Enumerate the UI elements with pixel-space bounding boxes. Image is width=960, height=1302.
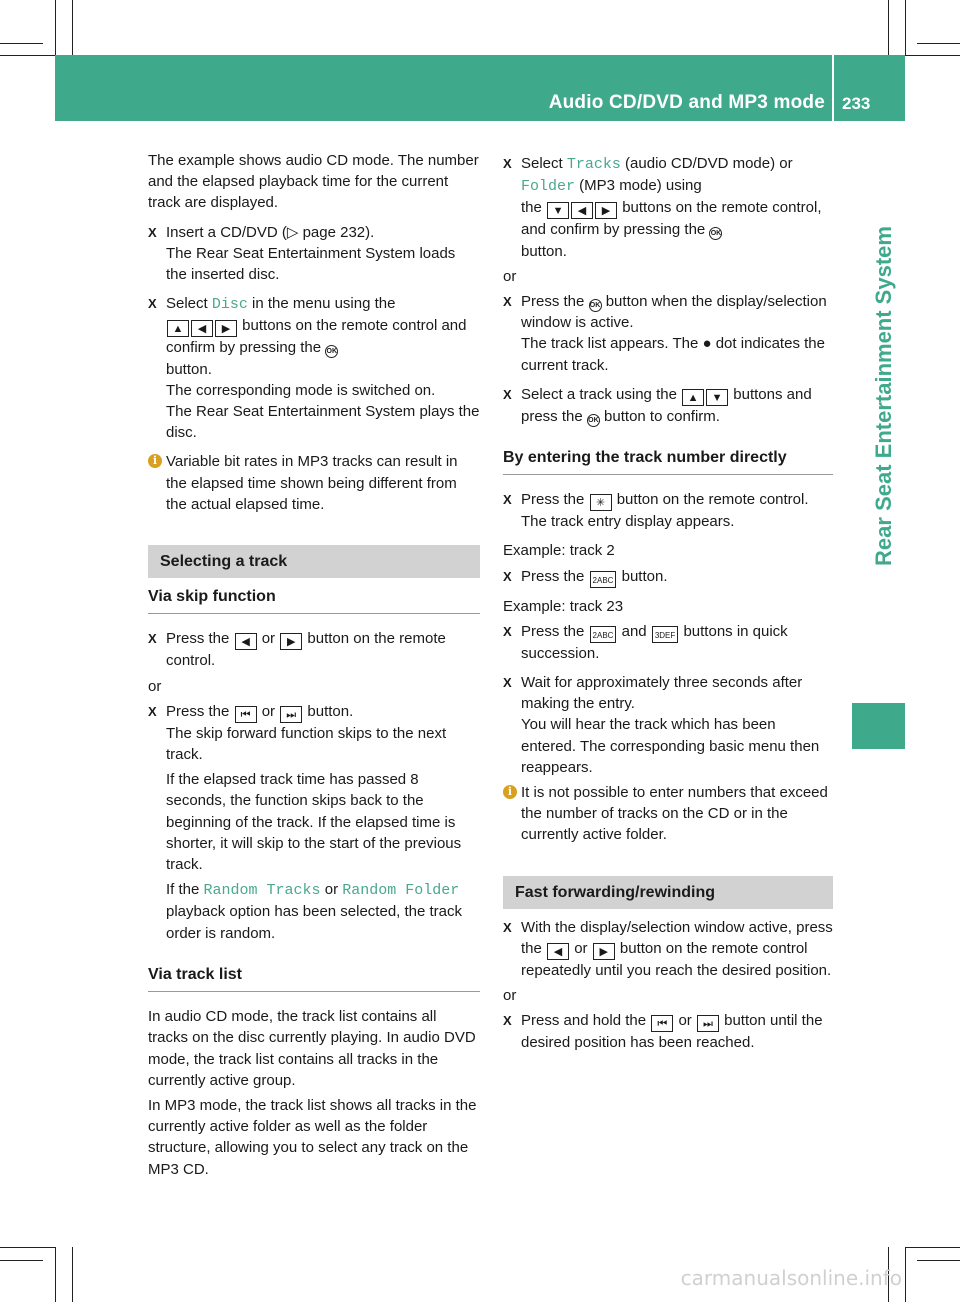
step-arrow-icon: X: [503, 675, 512, 691]
step-select-track: X Select a track using the ▲ ▼ buttons and press the OK button to confirm.: [503, 385, 812, 425]
left-key-icon: ◀: [191, 320, 213, 337]
crop-mark: [55, 1247, 56, 1302]
ok-button-icon: OK: [589, 299, 602, 312]
note-track-count: i It is not possible to enter numbers that exceed the number of tracks on the CD or in the currently active folder.: [503, 782, 833, 846]
step-press-ok: X Press the OK button when the display/selection window is active. The track list appears. The ● dot indicates the current track.: [503, 293, 827, 374]
step-arrow-icon: X: [503, 1013, 512, 1029]
prev-key-icon: ⏮: [235, 706, 257, 723]
intro-text: The example shows audio CD mode. The number and the elapsed playback time for the current track are displayed.: [148, 152, 479, 212]
step-ff-2: X Press and hold the ⏮ or ⏭ button until the desired position has been reached.: [503, 1012, 823, 1052]
crop-mark: [905, 1247, 960, 1248]
page-ref-icon: ▷: [286, 223, 299, 241]
or-text: or: [503, 987, 517, 1005]
bullet-dot-icon: ●: [702, 335, 712, 353]
right-key-icon: ▶: [280, 633, 302, 650]
step-arrow-icon: X: [503, 386, 512, 402]
crop-mark: [888, 0, 889, 55]
menu-item-folder: Folder: [521, 178, 576, 196]
step-arrow-icon: X: [148, 703, 157, 719]
crop-mark: [917, 43, 960, 44]
right-key-icon: ▶: [593, 943, 615, 960]
step-skip-1: X Press the ◀ or ▶ button on the remote control.: [148, 630, 446, 670]
crop-mark: [905, 1247, 906, 1302]
step-press-23: X Press the 2ABC and 3DEF buttons in quick succession.: [503, 622, 788, 662]
or-text: or: [148, 677, 162, 695]
step-press-star: X Press the ✳ button on the remote control. The track entry display appears.: [503, 491, 809, 531]
crop-mark: [72, 1247, 73, 1302]
step-arrow-icon: X: [503, 294, 512, 310]
up-key-icon: ▲: [167, 320, 189, 337]
subheading-track-list: Via track list: [148, 964, 480, 992]
right-key-icon: ▶: [215, 320, 237, 337]
column-left: [148, 150, 480, 1180]
right-key-icon: ▶: [595, 202, 617, 219]
subheading-skip: Via skip function: [148, 586, 480, 614]
section-heading-fast-forward: Fast forwarding/rewinding: [503, 876, 833, 909]
page-number: 233: [842, 94, 871, 113]
step-arrow-icon: X: [148, 224, 157, 240]
ok-button-icon: OK: [587, 414, 600, 427]
track-list-text-1: In audio CD mode, the track list contains all tracks on the disc currently playing. In audio DVD mode, the track list contains all tracks in the currently active group.: [148, 1008, 476, 1089]
two-key-icon: 2ABC: [590, 571, 617, 588]
menu-item-tracks: Tracks: [566, 156, 621, 173]
section-heading-selecting: Selecting a track: [148, 545, 480, 578]
column-right: [503, 153, 833, 1054]
side-tab-marker: [852, 703, 905, 749]
step-arrow-icon: X: [503, 492, 512, 508]
crop-mark: [0, 1260, 43, 1261]
watermark: carmanualsonline.info: [680, 1266, 902, 1290]
page-title: Audio CD/DVD and MP3 mode: [548, 92, 825, 113]
crop-mark: [72, 0, 73, 55]
crop-mark: [0, 43, 43, 44]
subheading-track-number: By entering the track number directly: [503, 447, 833, 475]
example-track-2: Example: track 2: [503, 542, 615, 560]
header-divider: [832, 55, 834, 121]
step-arrow-icon: X: [503, 623, 512, 639]
side-tab: [852, 121, 905, 671]
or-text: or: [503, 267, 517, 285]
next-key-icon: ⏭: [697, 1015, 719, 1032]
two-key-icon: 2ABC: [590, 626, 617, 643]
crop-mark: [55, 0, 56, 55]
star-key-icon: ✳: [590, 494, 612, 511]
up-key-icon: ▲: [682, 389, 704, 406]
option-random-tracks: Random Tracks: [203, 882, 321, 900]
step-skip-2: X Press the ⏮ or ⏭ button. The skip forward function skips to the next track. If the elapsed track time has passed 8 seconds, the function skips back to the beginning of the track. If the elapsed time is shorter, it will skip to the start of the previous track. If the Random Tracks or Random Folder playback option has been selected, the track order is random.: [148, 702, 463, 942]
crop-mark: [0, 1247, 55, 1248]
info-icon: i: [148, 454, 162, 468]
three-key-icon: 3DEF: [652, 626, 678, 643]
step-arrow-icon: X: [503, 156, 512, 171]
step-arrow-icon: X: [148, 296, 157, 312]
down-key-icon: ▼: [706, 389, 728, 406]
step-select-disc: X Select Disc in the menu using the ▲ ◀ ▶ buttons on the remote control and confirm by pressing the OK button. The corresponding mode is switched on. The Rear Seat Entertainment System plays the disc.: [148, 295, 480, 442]
step-arrow-icon: X: [503, 919, 512, 935]
down-key-icon: ▼: [547, 202, 569, 219]
step-wait: X Wait for approximately three seconds after making the entry. You will hear the track which has been entered. The corresponding basic menu then reappears.: [503, 674, 820, 776]
ok-button-icon: OK: [325, 345, 338, 358]
step-ff-1: X With the display/selection window active, press the ◀ or ▶ button on the remote control repeatedly until you reach the desired position.: [503, 918, 833, 980]
step-arrow-icon: X: [503, 568, 512, 584]
step-select-tracks: X Select Tracks (audio CD/DVD mode) or Folder (MP3 mode) using the ▼ ◀ ▶ buttons on the remote control, and confirm by pressing the OK button.: [503, 155, 822, 260]
crop-mark: [0, 55, 55, 56]
info-icon: i: [503, 785, 517, 799]
step-insert: X Insert a CD/DVD (▷ page 232). The Rear Seat Entertainment System loads the inserted disc.: [148, 223, 456, 284]
next-key-icon: ⏭: [280, 706, 302, 723]
crop-mark: [905, 55, 960, 56]
prev-key-icon: ⏮: [651, 1015, 673, 1032]
track-list-text-2: In MP3 mode, the track list shows all tracks in the currently active folder as well as the folder structure, allowing you to select any track on the MP3 CD.: [148, 1096, 477, 1178]
step-press-2: X Press the 2ABC button.: [503, 566, 833, 588]
note-bitrate: i Variable bit rates in MP3 tracks can result in the elapsed time shown being different from the actual elapsed time.: [148, 451, 480, 515]
step-arrow-icon: X: [148, 631, 157, 647]
ok-button-icon: OK: [709, 227, 722, 240]
left-key-icon: ◀: [235, 633, 257, 650]
side-tab-label: Rear Seat Entertainment System: [871, 226, 896, 566]
menu-item-disc: Disc: [211, 296, 248, 314]
option-random-folder: Random Folder: [342, 882, 460, 900]
left-key-icon: ◀: [547, 943, 569, 960]
left-key-icon: ◀: [571, 202, 593, 219]
crop-mark: [917, 1260, 960, 1261]
example-track-23: Example: track 23: [503, 597, 624, 615]
crop-mark: [905, 0, 906, 55]
